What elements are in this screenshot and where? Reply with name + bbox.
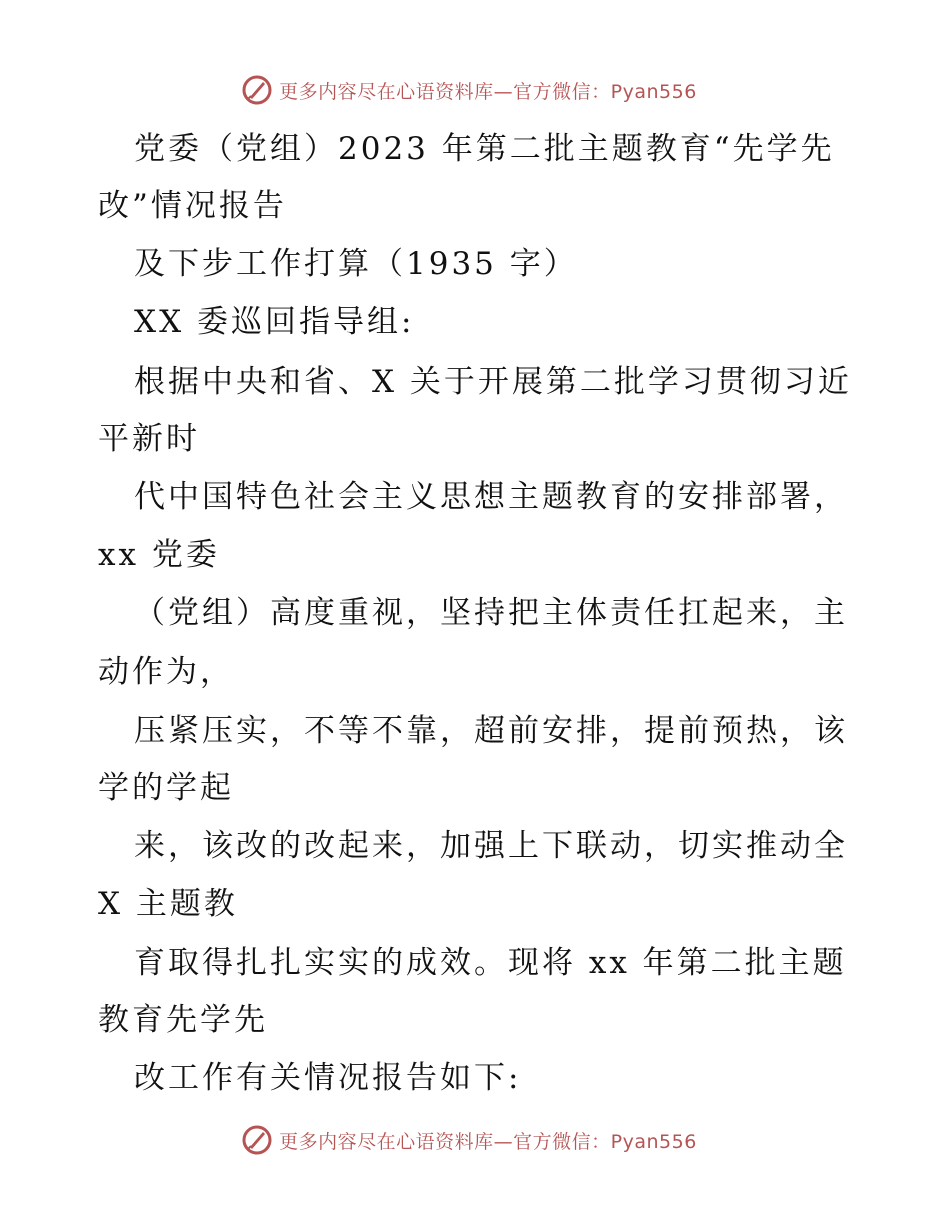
paragraph-line: 动作为， [98,654,234,690]
footer-banner [0,1120,950,1160]
paragraph-line: （党组）高度重视，坚持把主体责任扛起来，主 [134,595,848,631]
title-line-3: 及下步工作打算（1935 字） [134,246,578,282]
paragraph-line: 平新时 [98,421,200,457]
paragraph-line: xx 党委 [98,537,220,573]
paragraph-line: 育取得扎扎实实的成效。现将 xx 年第二批主题 [134,945,847,981]
banner-text: 更多内容尽在心语资料库—官方微信：Pyan556 [279,1130,697,1153]
paragraph-line: 根据中央和省、X 关于开展第二批学习贯彻习近 [134,364,852,400]
paragraph-line: 教育先学先 [98,1002,268,1038]
quill-circle-logo-icon [241,74,273,106]
salutation: XX 委巡回指导组: [134,304,415,340]
paragraph-line: 代中国特色社会主义思想主题教育的安排部署， [134,479,848,515]
title-line-1: 党委（党组）2023 年第二批主题教育“先学先 [134,131,835,167]
title-line-2: 改”情况报告 [98,188,287,224]
paragraph-line: X 主题教 [98,886,238,922]
banner-text: 更多内容尽在心语资料库—官方微信：Pyan556 [279,80,697,103]
paragraph-line: 来，该改的改起来，加强上下联动，切实推动全 [134,828,848,864]
quill-circle-logo-icon [241,1124,273,1156]
paragraph-line: 压紧压实，不等不靠，超前安排，提前预热，该 [134,713,848,749]
paragraph-line: 学的学起 [98,770,234,806]
paragraph-line: 改工作有关情况报告如下: [134,1060,522,1096]
header-banner [0,70,950,110]
